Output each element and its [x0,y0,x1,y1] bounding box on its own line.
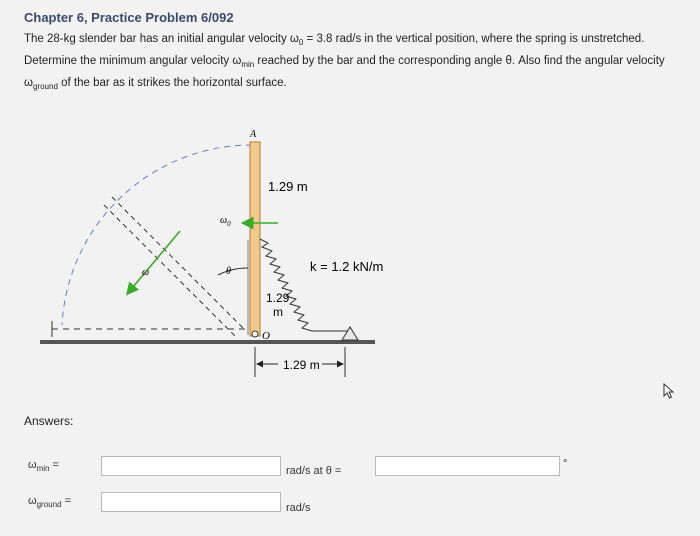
spring-anchor [342,327,358,340]
omega-ground-symbol: ω [28,495,37,507]
omega-ground-unit: rad/s [286,502,311,514]
problem-title: Chapter 6, Practice Problem 6/092 [24,10,234,25]
problem-statement [24,30,684,96]
theta-input[interactable] [375,456,560,476]
omega-ground-label [28,495,71,509]
omega0-sub: 0 [227,220,231,228]
omega0-label [220,215,231,228]
theta-arc [218,268,248,275]
omega-ground-row [0,492,700,516]
point-a-label: A [250,129,257,140]
omega0-subscript: 0 [298,38,304,47]
theta-label: θ [226,266,231,277]
vertical-bar [250,142,260,336]
swing-arc [62,145,252,325]
omega-ground-subscript: ground [32,82,58,91]
spring-coil [260,239,312,331]
problem-text-d: of the bar as it strikes the horizontal surface. [57,77,287,89]
bar-length-label: 1.29 m [268,179,308,194]
inclined-bar-outline-b [104,205,236,337]
omega-ground-input[interactable] [101,492,281,512]
omega-arrow [128,231,180,293]
omega-min-row [0,456,700,480]
omega-min-eq: = [52,459,59,471]
omega-min-symbol: ω [28,459,37,471]
mouse-pointer-icon [663,383,675,399]
omega0-symbol: ω [220,215,228,226]
omega-min-sub: min [36,464,50,473]
dim-vertical-unit: m [273,305,283,319]
dim-vertical-value: 1.29 [266,291,290,305]
omega-label: ω [142,267,150,278]
dim-horizontal-label: 1.29 m [283,358,320,372]
problem-text-a: The 28-kg slender bar has an initial angular velocity ω [24,33,299,45]
ground-surface [40,340,375,344]
theta-unit: ° [563,458,568,470]
pivot-o [252,331,258,337]
omega-ground-sub: ground [36,500,62,509]
omega-min-input[interactable] [101,456,281,476]
answers-label: Answers: [24,414,74,428]
point-o-label: O [262,330,270,342]
problem-figure [30,125,390,385]
omega-min-subscript: min [241,60,255,69]
omega-min-unit: rad/s at θ = [286,465,342,477]
omega-min-label [28,459,59,473]
problem-text-c: reached by the bar and the corresponding angle θ. Also find the angular velocity ω [24,55,665,89]
problem-text-b: = 3.8 rad/s in the vertical position, where the spring is unstretched. Determine the minimum angular velocity ω [24,33,645,67]
omega-ground-eq: = [64,495,72,507]
spring-label: k = 1.2 kN/m [310,259,384,274]
